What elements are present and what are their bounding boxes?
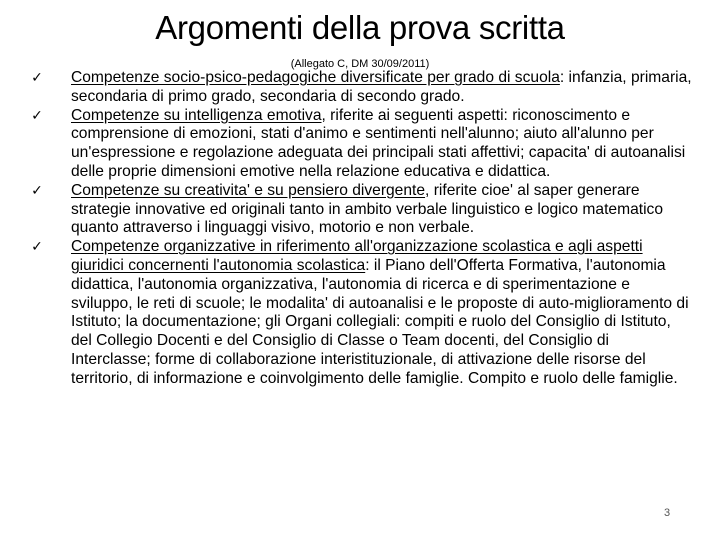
check-icon: ✓ bbox=[31, 107, 43, 124]
bullet-body: , riferite cioe' al saper generare strategie innovative ed originali tanto in ambito verbale linguistico e logico matematico quanto attraverso i linguaggi visivo, motorio e non verbale. bbox=[71, 181, 664, 237]
bullet-item bbox=[30, 182, 692, 238]
bullet-body: : infanzia, primaria, secondaria di primo grado, secondaria di secondo grado. bbox=[71, 69, 692, 105]
bullet-lead: Competenze su creativita' e su pensiero divergente bbox=[71, 181, 426, 199]
bullet-list bbox=[30, 69, 692, 389]
bullet-body: , riferite ai seguenti aspetti: riconoscimento e comprensione di emozioni, stati d'animo e sentimenti nell'alunno; aiuto all'alunno per un'espressione e regolazione adeguata dei principali stati affettivi; capacita' di autoanalisi delle proprie dimensioni emotive nella relazione educativa e didattica. bbox=[71, 106, 686, 180]
check-icon: ✓ bbox=[31, 239, 43, 256]
bullet-lead: Competenze organizzative in riferimento all'organizzazione scolastica e agli aspetti giuridici concernenti l'autonomia scolastica bbox=[71, 238, 643, 274]
bullet-body: : il Piano dell'Offerta Formativa, l'autonomia didattica, l'autonomia organizzativa, l'autonomia di ricerca e di sperimentazione e sviluppo, le reti di scuole; le modalita' di autoanalisi e le proposte di auto-miglioramento di Istituto; la documentazione; gli Organi collegiali: compiti e ruolo del Consiglio di Istituto, del Collegio Docenti e del Consiglio di Classe o Team docenti, del Consiglio di Interclasse; forme di collaborazione interistituzionale, di attivazione delle risorse del territorio, di informazione e coinvolgimento delle famiglie. Compito e ruolo delle famiglie. bbox=[71, 256, 689, 387]
slide-subtitle: (Allegato C, DM 30/09/2011) bbox=[290, 58, 430, 70]
slide-title: Argomenti della prova scritta bbox=[155, 9, 565, 46]
bullet-lead: Competenze socio-psico-pedagogiche diversificate per grado di scuola bbox=[71, 69, 560, 86]
check-icon: ✓ bbox=[31, 182, 43, 199]
page-number: 3 bbox=[664, 507, 671, 519]
bullet-item bbox=[30, 107, 692, 182]
check-icon: ✓ bbox=[31, 70, 43, 86]
bullet-item bbox=[30, 238, 692, 388]
bullet-lead: Competenze su intelligenza emotiva bbox=[71, 106, 322, 124]
bullet-item bbox=[30, 69, 692, 107]
